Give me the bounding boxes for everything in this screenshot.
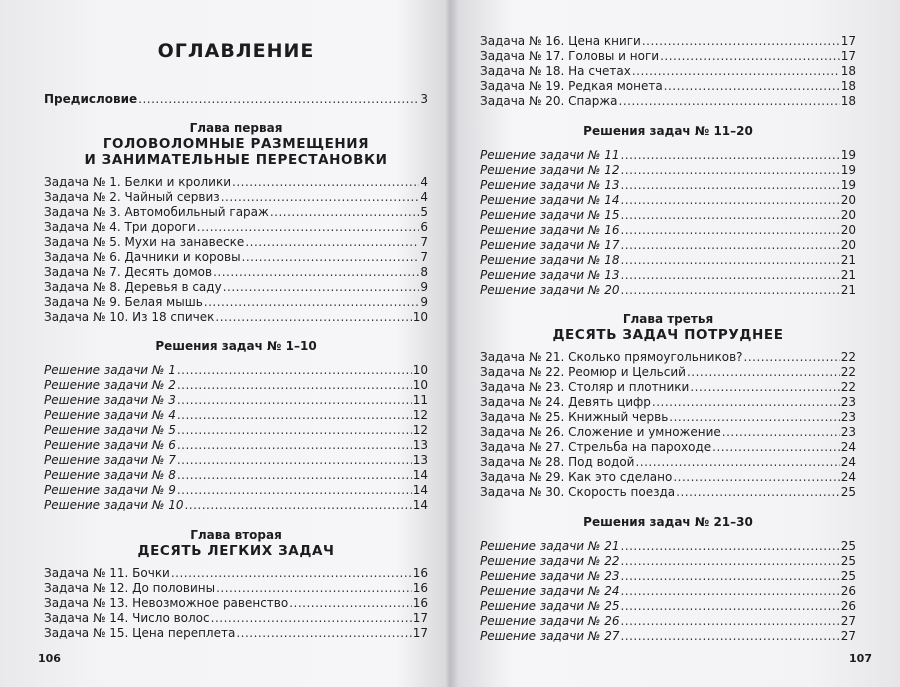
- dot-leader: [620, 599, 839, 614]
- dot-leader: [652, 395, 840, 410]
- right-toc-column: [480, 34, 856, 644]
- toc-task-entry[interactable]: [480, 49, 856, 64]
- entry-page: 24: [840, 455, 856, 469]
- toc-task-entry[interactable]: [480, 64, 856, 79]
- right-page: [452, 0, 900, 687]
- toc-task-entry[interactable]: [480, 34, 856, 49]
- dot-leader: [270, 205, 420, 220]
- toc-solution-entry[interactable]: [480, 569, 856, 584]
- entry-label: Задача № 8. Деревья в саду: [44, 280, 222, 294]
- entry-label: Задача № 26. Сложение и умножение: [480, 425, 721, 439]
- entry-page: 26: [840, 599, 856, 613]
- entry-label: Решение задачи № 4: [44, 408, 176, 422]
- dot-leader: [177, 423, 412, 438]
- toc-task-entry[interactable]: [44, 205, 428, 220]
- dot-leader: [620, 614, 839, 629]
- entry-page: 20: [840, 193, 856, 207]
- entry-page: 4: [420, 190, 428, 204]
- entry-label: Решение задачи № 14: [480, 193, 620, 207]
- toc-solution-entry[interactable]: [480, 268, 856, 283]
- entry-page: 25: [840, 485, 856, 499]
- entry-label: Решение задачи № 1: [44, 363, 176, 377]
- toc-solution-entry[interactable]: [44, 363, 428, 378]
- dot-leader: [184, 498, 411, 513]
- toc-solution-entry[interactable]: [480, 599, 856, 614]
- entry-page: 18: [840, 64, 856, 78]
- entry-page: 25: [840, 539, 856, 553]
- dot-leader: [687, 365, 840, 380]
- entry-label: Задача № 6. Дачники и коровы: [44, 250, 241, 264]
- entry-label: Задача № 28. Под водой: [480, 455, 635, 469]
- toc-task-entry[interactable]: [480, 380, 856, 395]
- dot-leader: [620, 148, 839, 163]
- dot-leader: [242, 250, 420, 265]
- entry-page: 27: [840, 614, 856, 628]
- entry-page: 12: [412, 423, 428, 437]
- toc-solution-entry[interactable]: [480, 539, 856, 554]
- entry-page: 18: [840, 94, 856, 108]
- solutions1-list: [44, 363, 428, 513]
- entry-label: Решение задачи № 21: [480, 539, 620, 553]
- toc-task-entry[interactable]: [44, 310, 428, 325]
- entry-page: 7: [420, 250, 428, 264]
- toc-task-entry[interactable]: [44, 611, 428, 626]
- dot-leader: [722, 425, 840, 440]
- entry-label: Задача № 3. Автомобильный гараж: [44, 205, 269, 219]
- dot-leader: [669, 410, 839, 425]
- toc-task-entry[interactable]: [44, 280, 428, 295]
- entry-label: Задача № 24. Девять цифр: [480, 395, 651, 409]
- entry-label: Задача № 23. Столяр и плотники: [480, 380, 690, 394]
- toc-solution-entry[interactable]: [480, 283, 856, 298]
- entry-label: Решение задачи № 26: [480, 614, 620, 628]
- entry-label: Решение задачи № 27: [480, 629, 620, 643]
- entry-label: Задача № 15. Цена переплета: [44, 626, 236, 640]
- dot-leader: [620, 629, 839, 644]
- dot-leader: [215, 310, 411, 325]
- toc-solution-entry[interactable]: [44, 423, 428, 438]
- toc-solution-entry[interactable]: [480, 629, 856, 644]
- entry-label: Задача № 20. Спаржа: [480, 94, 618, 108]
- entry-label: Задача № 4. Три дороги: [44, 220, 196, 234]
- toc-task-entry[interactable]: [480, 470, 856, 485]
- entry-page: 3: [420, 92, 428, 106]
- entry-label: Задача № 22. Реомюр и Цельсий: [480, 365, 686, 379]
- entry-label: Задача № 5. Мухи на занавеске: [44, 235, 245, 249]
- entry-page: 8: [420, 265, 428, 279]
- dot-leader: [177, 453, 412, 468]
- toc-task-entry[interactable]: [44, 220, 428, 235]
- entry-page: 16: [412, 596, 428, 610]
- entry-label: Решение задачи № 8: [44, 468, 176, 482]
- entry-page: 27: [840, 629, 856, 643]
- entry-page: 7: [420, 235, 428, 249]
- entry-page: 22: [840, 365, 856, 379]
- dot-leader: [216, 581, 412, 596]
- entry-page: 10: [412, 378, 428, 392]
- toc-task-entry[interactable]: [480, 410, 856, 425]
- dot-leader: [744, 350, 840, 365]
- toc-solution-entry[interactable]: [44, 393, 428, 408]
- toc-solution-entry[interactable]: [480, 193, 856, 208]
- entry-label: Задача № 21. Сколько прямоугольников?: [480, 350, 743, 364]
- toc-solution-entry[interactable]: [480, 554, 856, 569]
- toc-solution-entry[interactable]: [44, 408, 428, 423]
- toc-task-entry[interactable]: [44, 235, 428, 250]
- chapter-title: ДЕСЯТЬ ЛЕГКИХ ЗАДАЧ: [137, 543, 335, 559]
- dot-leader: [177, 468, 412, 483]
- toc-task-entry[interactable]: [480, 395, 856, 410]
- entry-label: Решение задачи № 7: [44, 453, 176, 467]
- entry-label: Решение задачи № 9: [44, 483, 176, 497]
- dot-leader: [177, 483, 412, 498]
- toc-task-entry[interactable]: [44, 190, 428, 205]
- entry-label: Решение задачи № 22: [480, 554, 620, 568]
- toc-solution-entry[interactable]: [480, 584, 856, 599]
- entry-label: Решение задачи № 10: [44, 498, 184, 512]
- entry-page: 23: [840, 395, 856, 409]
- entry-page: 25: [840, 569, 856, 583]
- dot-leader: [619, 94, 840, 109]
- entry-label: Решение задачи № 13: [480, 268, 620, 282]
- toc-solution-entry[interactable]: [480, 178, 856, 193]
- entry-page: 17: [840, 34, 856, 48]
- entry-page: 16: [412, 581, 428, 595]
- dot-leader: [660, 49, 840, 64]
- chapter-heading: Глава вторая: [190, 528, 282, 542]
- page-number: 107: [849, 652, 872, 665]
- toc-solution-entry[interactable]: [480, 253, 856, 268]
- toc-solution-entry[interactable]: [44, 453, 428, 468]
- dot-leader: [620, 268, 839, 283]
- toc-task-entry[interactable]: [44, 566, 428, 581]
- entry-page: 23: [840, 410, 856, 424]
- toc-task-entry[interactable]: [480, 440, 856, 455]
- dot-leader: [620, 178, 839, 193]
- entry-page: 22: [840, 380, 856, 394]
- toc-solution-entry[interactable]: [44, 498, 428, 513]
- dot-leader: [620, 584, 839, 599]
- entry-label: Задача № 1. Белки и кролики: [44, 175, 231, 189]
- entry-label: Задача № 27. Стрельба на пароходе: [480, 440, 712, 454]
- entry-label: Решение задачи № 20: [480, 283, 620, 297]
- toc-solution-entry[interactable]: [44, 468, 428, 483]
- entry-label: Решение задачи № 6: [44, 438, 176, 452]
- dot-leader: [620, 253, 839, 268]
- toc-solution-entry[interactable]: [44, 483, 428, 498]
- entry-label: Задача № 2. Чайный сервиз: [44, 190, 220, 204]
- entry-page: 13: [412, 438, 428, 452]
- entry-label: Задача № 30. Скорость поезда: [480, 485, 676, 499]
- entry-label: Решение задачи № 25: [480, 599, 620, 613]
- dot-leader: [620, 554, 839, 569]
- dot-leader: [620, 569, 839, 584]
- entry-page: 24: [840, 470, 856, 484]
- dot-leader: [223, 280, 420, 295]
- entry-label: Задача № 17. Головы и ноги: [480, 49, 660, 63]
- entry-label: Решение задачи № 17: [480, 238, 620, 252]
- dot-leader: [138, 92, 419, 107]
- entry-label: Решение задачи № 3: [44, 393, 176, 407]
- chapter3-task-list: [480, 350, 856, 500]
- entry-label: Решение задачи № 23: [480, 569, 620, 583]
- dot-leader: [177, 363, 412, 378]
- dot-leader: [635, 455, 839, 470]
- toc-task-entry[interactable]: [480, 455, 856, 470]
- entry-page: 21: [840, 283, 856, 297]
- dot-leader: [632, 64, 840, 79]
- entry-page: 20: [840, 238, 856, 252]
- entry-page: 16: [412, 566, 428, 580]
- toc-entry-preface[interactable]: [44, 92, 428, 107]
- toc-task-entry[interactable]: [480, 350, 856, 365]
- dot-leader: [620, 223, 839, 238]
- dot-leader: [664, 79, 840, 94]
- entry-label: Задача № 9. Белая мышь: [44, 295, 203, 309]
- entry-label: Решение задачи № 15: [480, 208, 620, 222]
- entry-label: Задача № 29. Как это сделано: [480, 470, 673, 484]
- entry-label: Решение задачи № 12: [480, 163, 620, 177]
- toc-solution-entry[interactable]: [480, 163, 856, 178]
- entry-page: 10: [412, 363, 428, 377]
- entry-label: Решение задачи № 5: [44, 423, 176, 437]
- entry-label: Задача № 16. Цена книги: [480, 34, 641, 48]
- entry-label: Решение задачи № 13: [480, 178, 620, 192]
- entry-page: 10: [412, 310, 428, 324]
- entry-label: Задача № 18. На счетах: [480, 64, 631, 78]
- entry-page: 17: [840, 49, 856, 63]
- dot-leader: [213, 265, 419, 280]
- entry-label: Решение задачи № 2: [44, 378, 176, 392]
- dot-leader: [236, 626, 411, 641]
- dot-leader: [177, 408, 412, 423]
- toc-title: ОГЛАВЛЕНИЕ: [157, 40, 315, 62]
- toc-task-entry[interactable]: [480, 365, 856, 380]
- entry-label: Задача № 10. Из 18 спичек: [44, 310, 215, 324]
- toc-task-entry[interactable]: [44, 295, 428, 310]
- entry-page: 17: [412, 611, 428, 625]
- dot-leader: [289, 596, 412, 611]
- chapter-heading: Глава первая: [189, 121, 283, 135]
- toc-task-entry[interactable]: [44, 265, 428, 280]
- dot-leader: [177, 438, 412, 453]
- entry-label: Задача № 25. Книжный червь: [480, 410, 669, 424]
- chapter2-task-list-continued: [480, 34, 856, 109]
- entry-page: 24: [840, 440, 856, 454]
- section-heading: Решения задач № 11–20: [583, 124, 753, 138]
- toc-task-entry[interactable]: [44, 626, 428, 641]
- dot-leader: [177, 378, 412, 393]
- dot-leader: [676, 485, 840, 500]
- dot-leader: [177, 393, 412, 408]
- entry-page: 14: [412, 483, 428, 497]
- chapter1-task-list: [44, 175, 428, 325]
- dot-leader: [197, 220, 420, 235]
- dot-leader: [620, 238, 839, 253]
- entry-page: 17: [412, 626, 428, 640]
- entry-page: 22: [840, 350, 856, 364]
- toc-solution-entry[interactable]: [44, 378, 428, 393]
- entry-page: 23: [840, 425, 856, 439]
- entry-page: 19: [840, 178, 856, 192]
- dot-leader: [620, 283, 839, 298]
- entry-label: Решение задачи № 11: [480, 148, 620, 162]
- dot-leader: [642, 34, 840, 49]
- toc-task-entry[interactable]: [480, 94, 856, 109]
- chapter2-task-list: [44, 566, 428, 641]
- entry-page: 9: [420, 280, 428, 294]
- entry-label: Задача № 14. Число волос: [44, 611, 210, 625]
- dot-leader: [620, 539, 839, 554]
- entry-page: 5: [420, 205, 428, 219]
- toc-solution-entry[interactable]: [480, 223, 856, 238]
- entry-page: 25: [840, 554, 856, 568]
- toc-solution-entry[interactable]: [480, 238, 856, 253]
- toc-task-entry[interactable]: [44, 596, 428, 611]
- entry-page: 9: [420, 295, 428, 309]
- entry-page: 6: [420, 220, 428, 234]
- entry-page: 12: [412, 408, 428, 422]
- toc-solution-entry[interactable]: [480, 148, 856, 163]
- left-toc-column: [44, 36, 428, 641]
- dot-leader: [620, 208, 839, 223]
- entry-label: Задача № 13. Невозможное равенство: [44, 596, 289, 610]
- toc-task-entry[interactable]: [44, 250, 428, 265]
- entry-page: 4: [420, 175, 428, 189]
- entry-page: 18: [840, 79, 856, 93]
- chapter-title: ДЕСЯТЬ ЗАДАЧ ПОТРУДНЕЕ: [552, 327, 784, 343]
- entry-page: 21: [840, 268, 856, 282]
- entry-label: Решение задачи № 18: [480, 253, 620, 267]
- entry-page: 14: [412, 498, 428, 512]
- chapter-heading: Глава третья: [622, 312, 714, 326]
- page-number: 106: [38, 652, 61, 665]
- section-heading: Решения задач № 21–30: [583, 515, 753, 529]
- entry-label: Задача № 12. До половины: [44, 581, 216, 595]
- dot-leader: [232, 175, 419, 190]
- dot-leader: [673, 470, 839, 485]
- entry-page: 14: [412, 468, 428, 482]
- toc-solution-entry[interactable]: [44, 438, 428, 453]
- dot-leader: [620, 193, 839, 208]
- section-heading: Решения задач № 1–10: [155, 339, 317, 353]
- entry-label: Задача № 19. Редкая монета: [480, 79, 663, 93]
- toc-task-entry[interactable]: [44, 581, 428, 596]
- entry-page: 11: [412, 393, 428, 407]
- entry-page: 26: [840, 584, 856, 598]
- entry-page: 19: [840, 148, 856, 162]
- entry-label: Решение задачи № 16: [480, 223, 620, 237]
- entry-page: 13: [412, 453, 428, 467]
- entry-page: 21: [840, 253, 856, 267]
- dot-leader: [171, 566, 412, 581]
- entry-label: Решение задачи № 24: [480, 584, 620, 598]
- entry-page: 20: [840, 208, 856, 222]
- left-page: [0, 0, 448, 687]
- dot-leader: [690, 380, 839, 395]
- dot-leader: [204, 295, 420, 310]
- entry-label: Задача № 7. Десять домов: [44, 265, 213, 279]
- dot-leader: [712, 440, 840, 455]
- toc-task-entry[interactable]: [480, 485, 856, 500]
- dot-leader: [211, 611, 412, 626]
- entry-page: 20: [840, 223, 856, 237]
- toc-task-entry[interactable]: [44, 175, 428, 190]
- chapter-title: ГОЛОВОЛОМНЫЕ РАЗМЕЩЕНИЯ: [102, 136, 370, 152]
- toc-solution-entry[interactable]: [480, 208, 856, 223]
- entry-page: 19: [840, 163, 856, 177]
- entry-label: Предисловие: [44, 92, 138, 106]
- entry-label: Задача № 11. Бочки: [44, 566, 170, 580]
- toc-task-entry[interactable]: [480, 425, 856, 440]
- dot-leader: [221, 190, 420, 205]
- dot-leader: [620, 163, 839, 178]
- toc-solution-entry[interactable]: [480, 614, 856, 629]
- dot-leader: [245, 235, 419, 250]
- solutions3-list: [480, 539, 856, 644]
- chapter-title: И ЗАНИМАТЕЛЬНЫЕ ПЕРЕСТАНОВКИ: [84, 152, 388, 168]
- solutions2-list: [480, 148, 856, 298]
- toc-task-entry[interactable]: [480, 79, 856, 94]
